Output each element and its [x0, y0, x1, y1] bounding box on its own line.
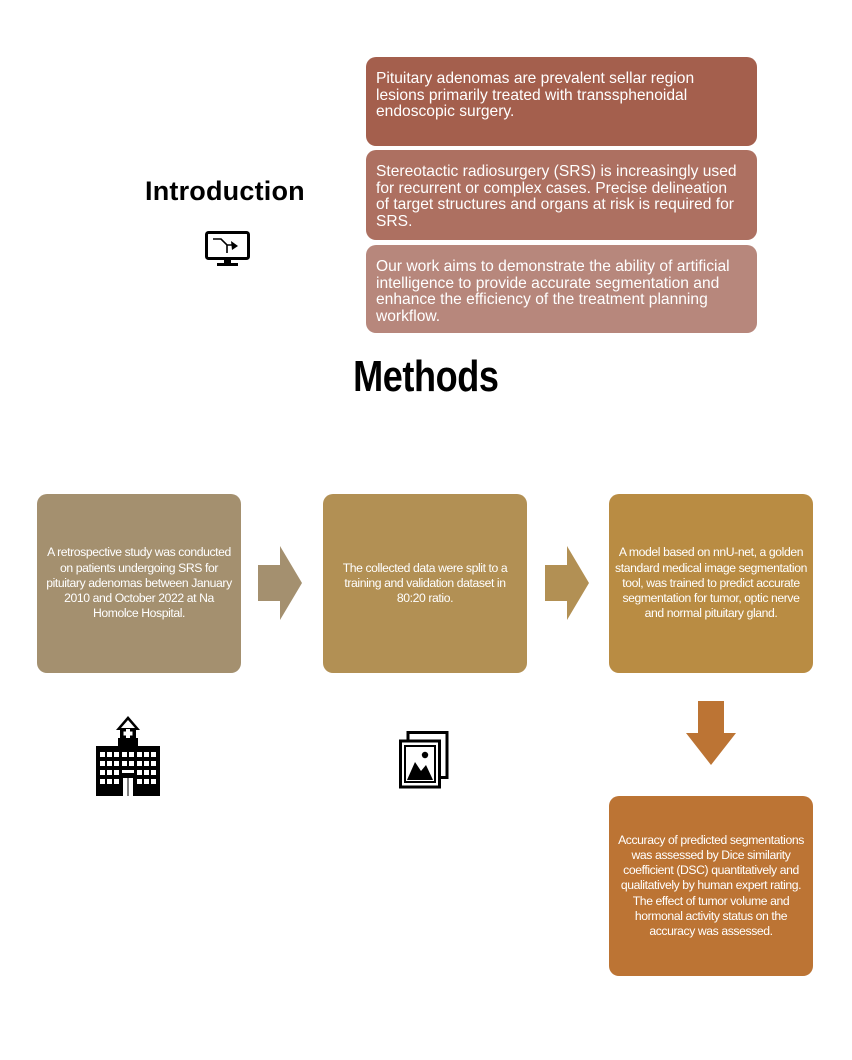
arrow-right-icon — [545, 546, 589, 620]
arrow-right-icon — [258, 546, 302, 620]
intro-box-adenomas: Pituitary adenomas are prevalent sellar region lesions primarily treated with transsphenoidal endoscopic surgery. — [366, 57, 757, 146]
method-step-text: A model based on nnU-net, a golden standard medical image segmentation tool, was trained to predict accurate segmentation for tumor, optic nerve and normal pituitary gland. — [615, 545, 807, 621]
hospital-icon — [96, 716, 160, 796]
method-step-text: Accuracy of predicted segmentations was assessed by Dice similarity coefficient (DSC) quantitatively and qualitatively by human expert rating. The effect of tumor volume and hormonal activity status on the accuracy was assessed. — [618, 832, 804, 938]
monitor-icon — [205, 231, 250, 268]
method-step-text: The collected data were split to a training and validation dataset in 80:20 ratio. — [342, 560, 508, 606]
methods-heading: Methods — [353, 352, 499, 401]
method-step-data-split — [323, 494, 527, 673]
arrow-down-icon — [686, 701, 736, 765]
method-step-retrospective-study — [37, 494, 241, 673]
introduction-heading: Introduction — [145, 176, 305, 206]
method-step-accuracy-assessment — [609, 796, 813, 976]
method-step-model-training — [609, 494, 813, 673]
intro-box-srs: Stereotactic radiosurgery (SRS) is increasingly used for recurrent or complex cases. Precise delineation of target structures and organs at risk is required for SRS. — [366, 150, 757, 240]
images-icon — [399, 731, 449, 789]
method-step-text: A retrospective study was conducted on patients undergoing SRS for pituitary adenomas between January 2010 and October 2022 at Na Homolce Hospital. — [46, 545, 232, 621]
intro-box-aim: Our work aims to demonstrate the ability of artificial intelligence to provide accurate segmentation and enhance the efficiency of the treatment planning workflow. — [366, 245, 757, 333]
